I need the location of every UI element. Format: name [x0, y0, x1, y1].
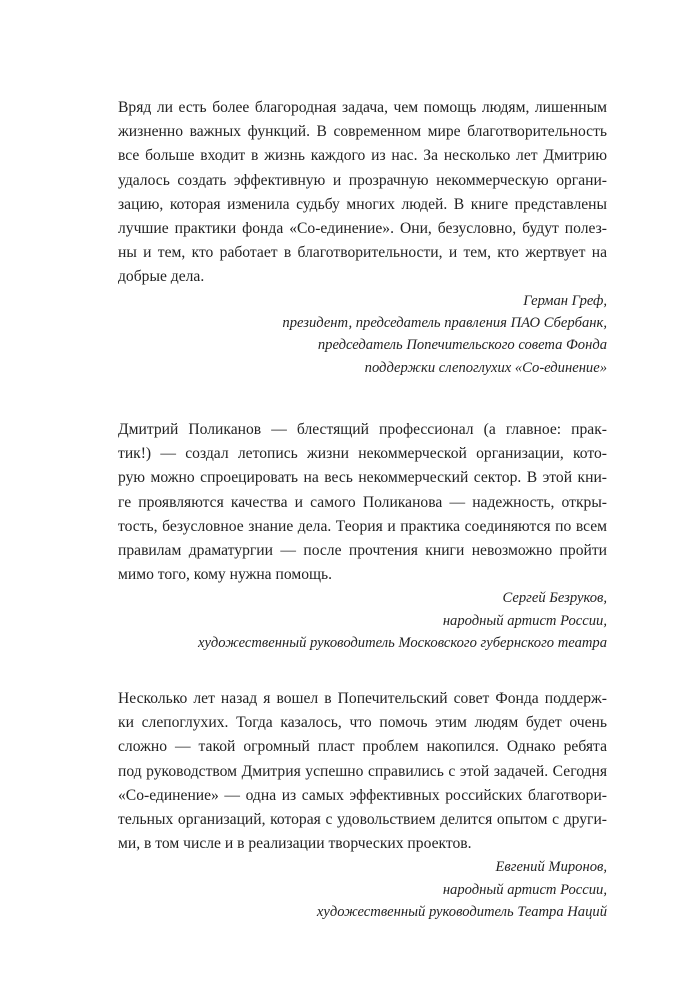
endorsement-gref: [118, 96, 607, 379]
quote-line: удалось создать эффективную и прозрачную некоммерческую органи-: [118, 171, 607, 189]
quote-line: правилам драматургии — после прочтения книги невозможно пройти: [118, 542, 607, 560]
author-name: Сергей Безруков,: [502, 590, 607, 607]
quote-line: Несколько лет назад я вошел в Попечительский совет Фонда поддерж-: [118, 690, 607, 707]
quote-line: ге проявляются качества и самого Поликанова — надежность, откры-: [118, 493, 607, 511]
endorsement-quote: [118, 96, 607, 290]
quote-line: мимо того, кому нужна помощь.: [118, 566, 333, 584]
endorsement-attribution: [118, 856, 607, 923]
quote-line: тик!) — создал летопись жизни некоммерческой организации, кото-: [118, 445, 607, 463]
author-name: Евгений Миронов,: [495, 859, 607, 876]
quote-line: под руководством Дмитрия успешно справились с этой задачей. Сегодня: [118, 762, 607, 780]
author-title: художественный руководитель Московского губернского театра: [198, 635, 607, 652]
author-title: народный артист России,: [442, 612, 607, 629]
quote-line: Дмитрий Поликанов — блестящий профессионал (а главное: прак-: [118, 421, 607, 438]
quote-line: ны и тем, кто работает в благотворительности, и тем, кто жертвует на: [118, 244, 607, 262]
endorsement-quote: [118, 418, 607, 587]
quote-line: ми, в том числе и в реализации творческих проектов.: [118, 835, 472, 853]
quote-line: сложно — такой огромный пласт проблем накопился. Однако ребята: [118, 738, 607, 756]
quote-line: «Со-единение» — одна из самых эффективных российских благотвори-: [118, 786, 607, 804]
endorsement-quote: [118, 687, 607, 856]
quote-line: добрые дела.: [118, 268, 205, 286]
quote-line: зацию, которая изменила судьбу многих людей. В книге представлены: [118, 195, 607, 213]
endorsement-attribution: [118, 290, 607, 380]
quote-line: все больше входит в жизнь каждого из нас. За несколько лет Дмитрию: [118, 147, 607, 165]
author-title: поддержки слепоглухих «Со-единение»: [364, 359, 607, 376]
quote-line: рую можно спроецировать на весь некоммерческий сектор. В этой кни-: [118, 469, 607, 487]
endorsement-mironov: [118, 687, 607, 924]
author-title: председатель Попечительского совета Фонда: [317, 337, 607, 354]
quote-line: ки слепоглухих. Тогда казалось, что помочь этим людям будет очень: [118, 714, 607, 732]
quote-line: тельных организаций, которая с удовольствием делится опытом с други-: [118, 811, 607, 829]
quote-line: жизненно важных функций. В современном мире благотворительность: [118, 123, 607, 141]
author-title: народный артист России,: [442, 881, 607, 898]
author-title: президент, председатель правления ПАО Сбербанк,: [282, 315, 607, 332]
author-title: художественный руководитель Театра Наций: [316, 904, 607, 921]
quote-line: тость, безусловное знание дела. Теория и практика соединяются по всем: [118, 517, 607, 535]
endorsement-attribution: [118, 587, 607, 654]
author-name: Герман Греф,: [523, 292, 607, 309]
quote-line: лучшие практики фонда «Со-единение». Они, безусловно, будут полез-: [118, 220, 607, 238]
quote-line: Вряд ли есть более благородная задача, чем помощь людям, лишенным: [118, 99, 607, 116]
endorsement-bezrukov: [118, 418, 607, 655]
